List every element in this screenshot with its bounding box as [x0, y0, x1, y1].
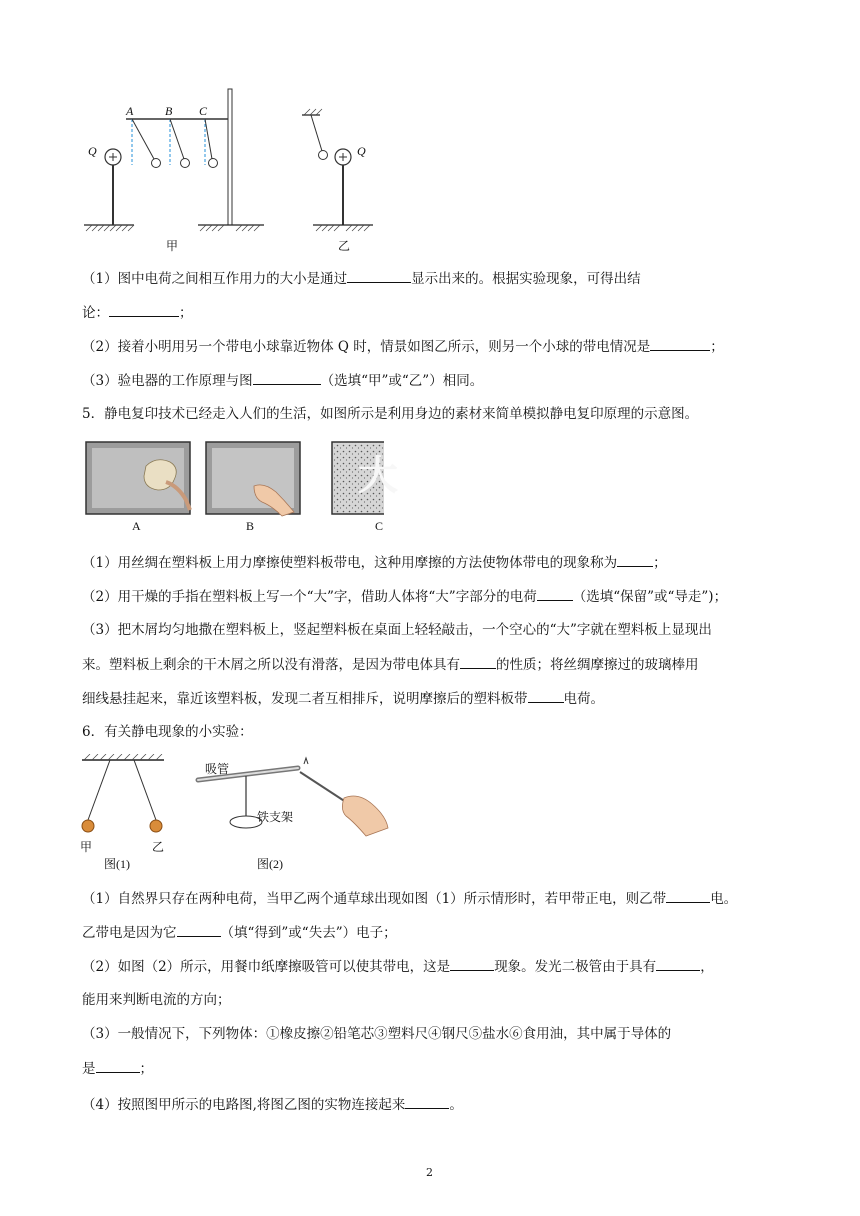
- q5-part2: [82, 586, 727, 607]
- q4-p1-text-b: 显示出来的。根据实验现象，可得出结: [411, 271, 641, 287]
- q6-part1-line1: [82, 888, 737, 909]
- q4-p2-blank[interactable]: [650, 336, 710, 351]
- q5-part1: [82, 552, 667, 573]
- q5-p1-text-b: ；: [653, 555, 667, 571]
- q6-p1-blank-2[interactable]: [177, 922, 221, 937]
- q5-p2-blank[interactable]: [537, 586, 573, 601]
- q5-part3-line1: （3）把木屑均匀地撒在塑料板上，竖起塑料板在桌面上轻轻敲击，一个空心的“大”字就在塑料板上显现出: [82, 622, 712, 638]
- q6-part3-line1: （3）一般情况下，下列物体：①橡皮擦②铅笔芯③塑料尺④钢尺⑤盐水⑥食用油，其中属于导体的: [82, 1026, 672, 1042]
- q5-p1-text-a: （1）用丝绸在塑料板上用力摩擦使塑料板带电，这种用摩擦的方法使物体带电的现象称为: [82, 555, 618, 571]
- fig-q6-label-straw: 吸管: [205, 762, 230, 776]
- q6-part2-line2: 能用来判断电流的方向；: [82, 992, 231, 1008]
- q6-p3-text-a: 是: [82, 1061, 96, 1077]
- fig-q5-label-b: B: [246, 519, 255, 533]
- fig-caption-jia: 甲: [166, 239, 179, 253]
- q6-part2-line1: [82, 956, 714, 977]
- q5-part3-line3: [82, 688, 604, 709]
- q6-part3-line2: [82, 1058, 153, 1079]
- q5-p3-blank-1[interactable]: [460, 654, 496, 669]
- fig-q6-caption-2: 图(2): [257, 857, 283, 871]
- fig-label-c: C: [199, 104, 208, 118]
- q4-p1-blank-1[interactable]: [347, 268, 411, 283]
- fig-label-q-right: Q: [357, 144, 366, 158]
- q6-p2-blank-2[interactable]: [656, 956, 700, 971]
- fig-q5-label-c: C: [375, 519, 384, 533]
- fig-caption-yi: 乙: [338, 239, 351, 253]
- q6-p1-blank-1[interactable]: [666, 888, 710, 903]
- q4-part3: [82, 370, 483, 391]
- q6-part4: [82, 1094, 463, 1115]
- q6-p3-blank[interactable]: [96, 1058, 140, 1073]
- figure-electrostatic-copy: [84, 438, 384, 518]
- q4-p1-text-a: （1）图中电荷之间相互作用力的大小是通过: [82, 271, 348, 287]
- q5-p2-text-a: （2）用干燥的手指在塑料板上写一个“大”字，借助人体将“大”字部分的电荷: [82, 589, 537, 605]
- q4-p2-text-a: （2）接着小明用另一个带电小球靠近物体 Q 时，情景如图乙所示，则另一个小球的带电情况是: [82, 339, 651, 355]
- q6-stem: 6．有关静电现象的小实验：: [82, 724, 253, 740]
- q6-p2-blank-1[interactable]: [450, 956, 494, 971]
- q5-part3-line2: [82, 654, 699, 675]
- q5-stem: 5．静电复印技术已经走入人们的生活，如图所示是利用身边的素材来简单模拟静电复印原理的示意图。: [82, 406, 699, 422]
- fig-label-b: B: [165, 104, 173, 118]
- q4-p3-text-a: （3）验电器的工作原理与图: [82, 373, 253, 389]
- q6-p3-text-b: ；: [139, 1061, 153, 1077]
- q4-part1-line2: [82, 302, 193, 323]
- q4-part2: [82, 336, 724, 357]
- fig-label-a: A: [126, 104, 134, 118]
- q4-p1-blank-2[interactable]: [109, 302, 179, 317]
- q4-p3-text-b: （选填“甲”或“乙”）相同。: [320, 373, 484, 389]
- fig-q6-label-stand: 铁支架: [257, 810, 294, 824]
- fig-label-q-left: Q: [88, 144, 97, 158]
- q5-p3-text-b: 的性质；将丝绸摩擦过的玻璃棒用: [496, 657, 699, 673]
- q4-part1-line1: [82, 268, 641, 289]
- q6-p1-text-a: （1）自然界只存在两种电荷，当甲乙两个通草球出现如图（1）所示情形时，若甲带正电，则乙带: [82, 891, 667, 907]
- q4-p3-blank[interactable]: [253, 370, 321, 385]
- q6-p4-text-b: 。: [449, 1097, 463, 1113]
- q6-p4-blank[interactable]: [405, 1094, 449, 1109]
- q6-p2-text-c: ，: [700, 959, 714, 975]
- figure-jia-yi: [80, 85, 380, 255]
- fig-q5-label-a: A: [132, 519, 141, 533]
- q6-p2-text-a: （2）如图（2）所示，用餐巾纸摩擦吸管可以使其带电，这是: [82, 959, 451, 975]
- q5-p3-text-c: 细线悬挂起来，靠近该塑料板，发现二者互相排斥，说明摩擦后的塑料板带: [82, 691, 528, 707]
- q6-part1-line2: [82, 922, 397, 943]
- q5-p3-text-d: 电荷。: [563, 691, 604, 707]
- q6-p1-text-d: （填“得到”或“失去”）电子；: [220, 925, 397, 941]
- q5-p3-text-a: 来。塑料板上剩余的干木屑之所以没有滑落，是因为带电体具有: [82, 657, 460, 673]
- q5-p3-blank-2[interactable]: [528, 688, 564, 703]
- figure-static-experiments: [76, 754, 396, 854]
- q6-p1-text-b: 电。: [710, 891, 738, 907]
- panel-c-character: 大: [358, 453, 398, 499]
- q6-p4-text-a: （4）按照图甲所示的电路图,将图乙图的实物连接起来: [82, 1097, 406, 1113]
- q5-p1-blank[interactable]: [617, 552, 653, 567]
- fig-q6-label-yi: 乙: [152, 840, 165, 854]
- q5-p2-text-b: （选填“保留”或“导走”)；: [572, 589, 728, 605]
- q6-p1-text-c: 乙带电是因为它: [82, 925, 177, 941]
- q4-p2-text-b: ；: [710, 339, 724, 355]
- q6-p2-text-b: 现象。发光二极管由于具有: [494, 959, 657, 975]
- q4-p1-text-d: ；: [179, 305, 193, 321]
- page-number: 2: [426, 1166, 433, 1179]
- fig-q6-label-jia: 甲: [80, 840, 93, 854]
- fig-q6-caption-1: 图(1): [104, 857, 130, 871]
- q4-p1-text-c: 论：: [82, 305, 109, 321]
